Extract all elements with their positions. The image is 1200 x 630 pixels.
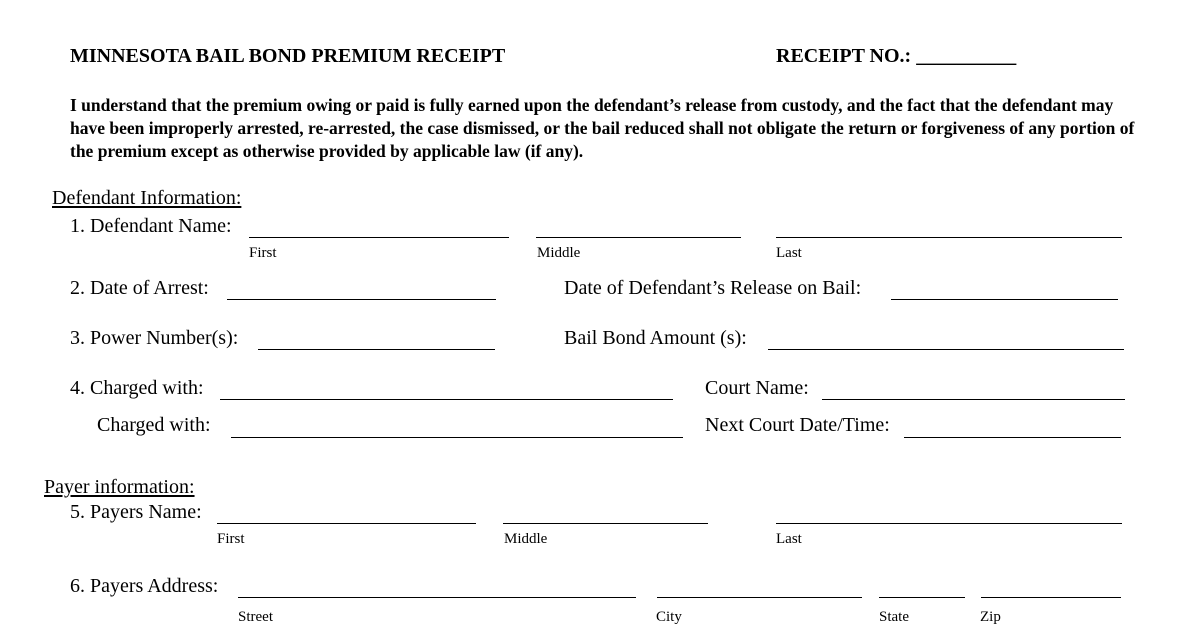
defendant-middle-name-field[interactable] [536,237,741,238]
payer-last-name-field[interactable] [776,523,1122,524]
power-number-field[interactable] [258,349,495,350]
defendant-middle-caption: Middle [537,245,581,261]
charged-with-field-2[interactable] [231,437,683,438]
next-court-date-label: Next Court Date/Time: [705,414,890,436]
power-number-label: 3. Power Number(s): [70,327,239,349]
payer-zip-field[interactable] [981,597,1121,598]
court-name-field[interactable] [822,399,1125,400]
defendant-last-name-field[interactable] [776,237,1122,238]
arrest-date-label: 2. Date of Arrest: [70,277,209,299]
charged-with-label-1: 4. Charged with: [70,377,204,399]
payer-first-name-field[interactable] [217,523,476,524]
payer-address-label: 6. Payers Address: [70,575,219,597]
payer-last-caption: Last [776,531,802,547]
receipt-number-label: RECEIPT NO.: __________ [776,45,1017,67]
payer-middle-caption: Middle [504,531,548,547]
payer-city-caption: City [656,609,682,625]
charged-with-field-1[interactable] [220,399,673,400]
form-title: MINNESOTA BAIL BOND PREMIUM RECEIPT [70,45,506,67]
bond-amount-field[interactable] [768,349,1124,350]
payer-street-caption: Street [238,609,273,625]
payer-name-label: 5. Payers Name: [70,501,202,523]
payer-middle-name-field[interactable] [503,523,708,524]
payer-street-field[interactable] [238,597,636,598]
payer-zip-caption: Zip [980,609,1001,625]
charged-with-label-2: Charged with: [97,414,211,436]
defendant-first-name-field[interactable] [249,237,509,238]
release-date-field[interactable] [891,299,1118,300]
defendant-last-caption: Last [776,245,802,261]
defendant-name-label: 1. Defendant Name: [70,215,232,237]
arrest-date-field[interactable] [227,299,496,300]
payer-state-caption: State [879,609,909,625]
payer-state-field[interactable] [879,597,965,598]
defendant-first-caption: First [249,245,277,261]
court-name-label: Court Name: [705,377,809,399]
premium-notice: I understand that the premium owing or paid is fully earned upon the defendant’s release from custody, and the fact that the defendant may have been improperly arrested, re-arrested, the case dismissed, or the bail reduced shall not obligate the return or forgiveness of any portion of the premium except as otherwise provided by applicable law (if any). [70,95,1135,161]
bond-amount-label: Bail Bond Amount (s): [564,327,747,349]
payer-section-title: Payer information: [44,476,195,498]
release-date-label: Date of Defendant’s Release on Bail: [564,277,862,299]
defendant-section-title: Defendant Information: [52,187,242,209]
payer-city-field[interactable] [657,597,862,598]
next-court-date-field[interactable] [904,437,1121,438]
payer-first-caption: First [217,531,245,547]
